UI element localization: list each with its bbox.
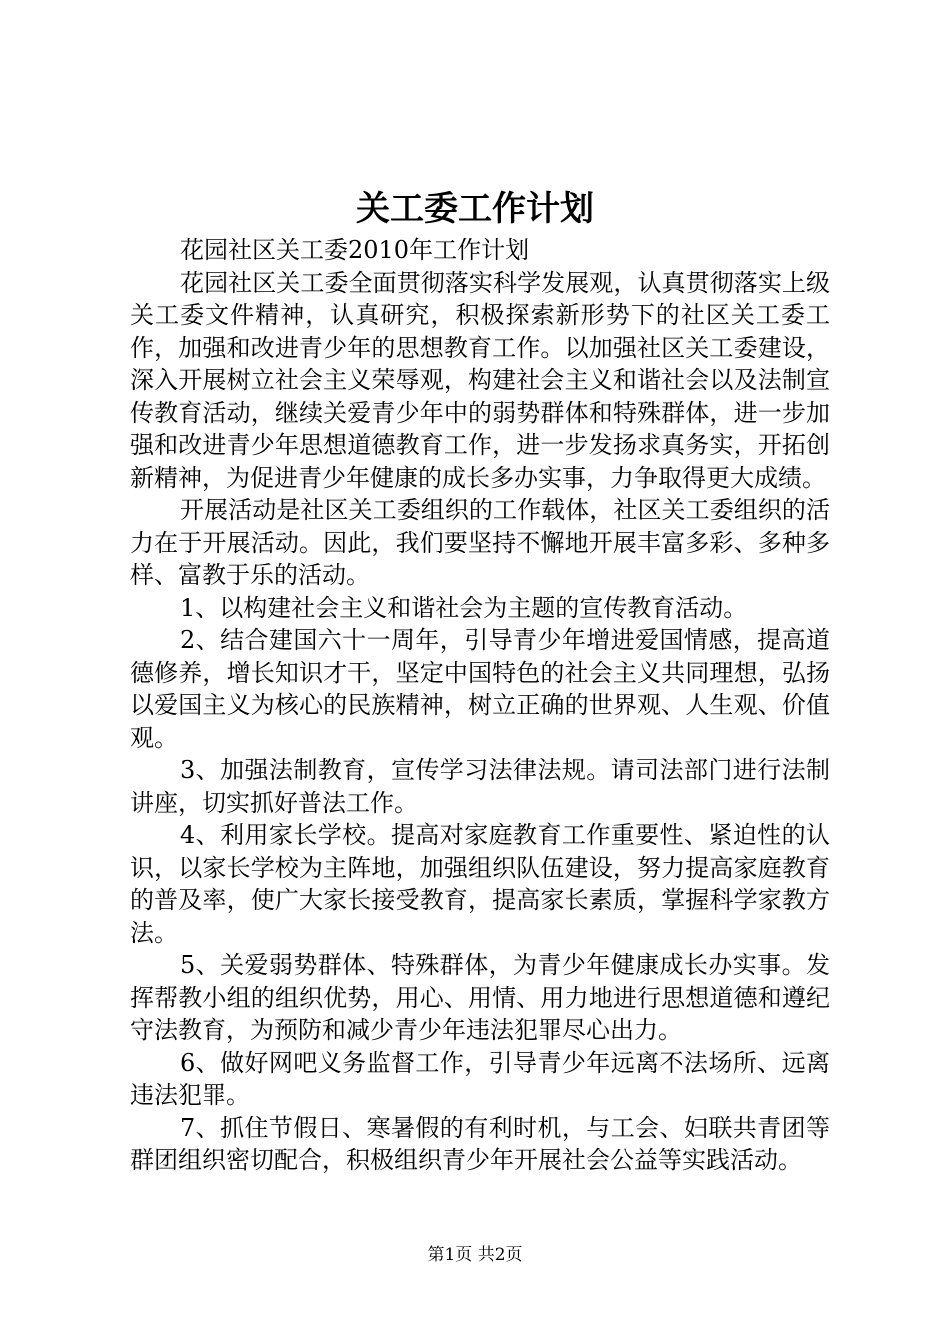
paragraph: 6、做好网吧义务监督工作，引导青少年远离不法场所、远离违法犯罪。 <box>130 1048 830 1109</box>
paragraph: 开展活动是社区关工委组织的工作载体，社区关工委组织的活力在于开展活动。因此，我们要坚持不懈地开展丰富多彩、多种多样、富教于乐的活动。 <box>130 496 830 589</box>
paragraph: 5、关爱弱势群体、特殊群体，为青少年健康成长办实事。发挥帮教小组的组织优势，用心、用情、用力地进行思想道德和遵纪守法教育，为预防和减少青少年违法犯罪尽心出力。 <box>130 951 830 1044</box>
paragraph: 1、以构建社会主义和谐社会为主题的宣传教育活动。 <box>180 593 748 622</box>
page-footer: 第1页 共2页 <box>427 1245 523 1265</box>
paragraph: 7、抓住节假日、寒暑假的有利时机，与工会、妇联共青团等群团组织密切配合，积极组织青少年开展社会公益等实践活动。 <box>130 1113 830 1174</box>
paragraph: 花园社区关工委2010年工作计划 <box>180 236 530 264</box>
paragraph: 2、结合建国六十一周年，引导青少年增进爱国情感，提高道德修养，增长知识才干，坚定中国特色的社会主义共同理想，弘扬以爱国主义为核心的民族精神，树立正确的世界观、人生观、价值观。 <box>130 626 830 752</box>
paragraph: 3、加强法制教育，宣传学习法律法规。请司法部门进行法制讲座，切实抓好普法工作。 <box>130 756 830 817</box>
document-body <box>130 234 830 1177</box>
paragraph: 4、利用家长学校。提高对家庭教育工作重要性、紧迫性的认识，以家长学校为主阵地，加强组织队伍建设，努力提高家庭教育的普及率，使广大家长接受教育，提高家长素质，掌握科学家教方法。 <box>130 821 830 947</box>
paragraph: 花园社区关工委全面贯彻落实科学发展观，认真贯彻落实上级关工委文件精神，认真研究，积极探索新形势下的社区关工委工作，加强和改进青少年的思想教育工作。以加强社区关工委建设，深入开展树立社会主义荣辱观，构建社会主义和谐社会以及法制宣传教育活动，继续关爱青少年中的弱势群体和特殊群体，进一步加强和改进青少年思想道德教育工作，进一步发扬求真务实，开拓创新精神，为促进青少年健康的成长多办实事，力争取得更大成绩。 <box>130 268 830 492</box>
document-title: 关工委工作计划 <box>356 189 594 229</box>
